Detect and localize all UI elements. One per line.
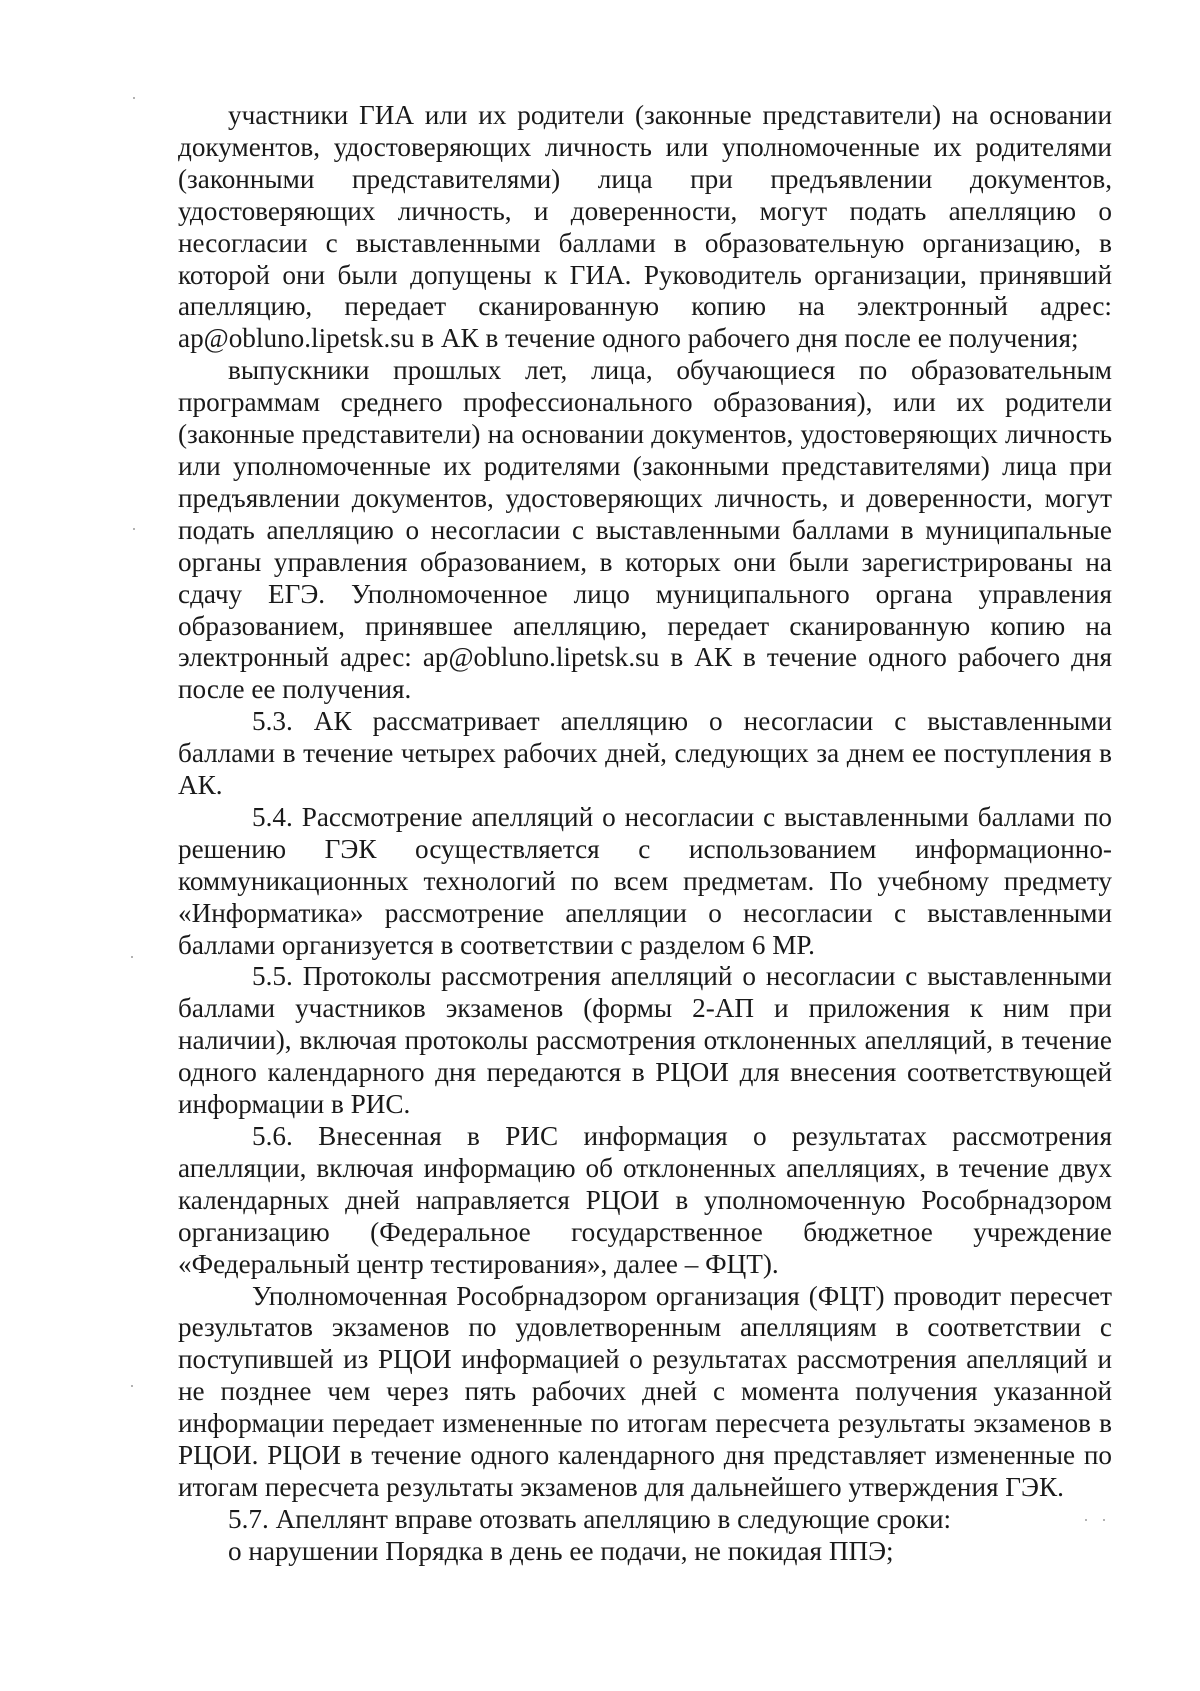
paragraph-fct-recalculation: Уполномоченная Рособрнадзором организация (ФЦТ) проводит пересчет результатов экзаменов по удовлетворенным апелляциям в соответствии с поступившей из РЦОИ информацией о результатах рассмотрения апелляций и не позднее чем через пять рабочих дней с момента получения указанной информации передает измененные по итогам пересчета результаты экзаменов в РЦОИ. РЦОИ в течение одного календарного дня представляет измененные по итогам пересчета результаты экзаменов для дальнейшего утверждения ГЭК.	[178, 1280, 1112, 1502]
scan-speck	[131, 956, 133, 958]
scan-speck	[133, 528, 135, 530]
paragraph-5-6: 5.6. Внесенная в РИС информация о результатах рассмотрения апелляции, включая информацию об отклоненных апелляциях, в течение двух календарных дней направляется РЦОИ в уполномоченную Рособрнадзором организацию (Федеральное государственное бюджетное учреждение «Федеральный центр тестирования», далее – ФЦТ).	[178, 1121, 1112, 1279]
paragraph-5-7: 5.7. Апеллянт вправе отозвать апелляцию в следующие сроки:	[228, 1503, 952, 1534]
paragraph-5-5: 5.5. Протоколы рассмотрения апелляций о несогласии с выставленными баллами участников экзаменов (формы 2-АП и приложения к ним при наличии), включая протоколы рассмотрения отклоненных апелляций, в течение одного календарного дня передаются в РЦОИ для внесения соответствующей информации в РИС.	[178, 961, 1112, 1120]
paragraph-5-3: 5.3. АК рассматривает апелляцию о несогласии с выставленными баллами в течение четырех рабочих дней, следующих за днем ее поступления в АК.	[178, 706, 1112, 801]
document-body	[178, 100, 1112, 1568]
scan-speck	[1085, 1519, 1087, 1521]
paragraph-ppe-violation: о нарушении Порядка в день ее подачи, не покидая ППЭ;	[228, 1535, 894, 1566]
paragraph-5-4: 5.4. Рассмотрение апелляций о несогласии с выставленными баллами по решению ГЭК осуществляется с использованием информационно-коммуникационных технологий по всем предметам. По учебному предмету «Информатика» рассмотрение апелляции о несогласии с выставленными баллами организуется в соответствии с разделом 6 МР.	[178, 801, 1112, 960]
scan-speck	[133, 97, 135, 99]
scan-speck	[131, 1385, 133, 1387]
paragraph-graduates-past-years: выпускники прошлых лет, лица, обучающиеся по образовательным программам среднего профессионального образования), или их родители (законные представители) на основании документов, удостоверяющих личность или уполномоченные их родителями (законными представителями) лица при предъявлении документов, удостоверяющих личность, и доверенности, могут подать апелляцию о несогласии с выставленными баллами в муниципальные органы управления образованием, в которых они были зарегистрированы на сдачу ЕГЭ. Уполномоченное лицо муниципального органа управления образованием, принявшее апелляцию, передает сканированную копию на электронный адрес: ap@obluno.lipetsk.su в АК в течение одного рабочего дня после ее получения.	[178, 355, 1112, 705]
paragraph-gia-participants: участники ГИА или их родители (законные представители) на основании документов, удостоверяющих личность или уполномоченные их родителями (законными представителями) лица при предъявлении документов, удостоверяющих личность, и доверенности, могут подать апелляцию о несогласии с выставленными баллами в образовательную организацию, в которой они были допущены к ГИА. Руководитель организации, принявший апелляцию, передает сканированную копию на электронный адрес: ap@obluno.lipetsk.su в АК в течение одного рабочего дня после ее получения;	[178, 100, 1112, 354]
scan-speck	[1103, 1519, 1105, 1521]
